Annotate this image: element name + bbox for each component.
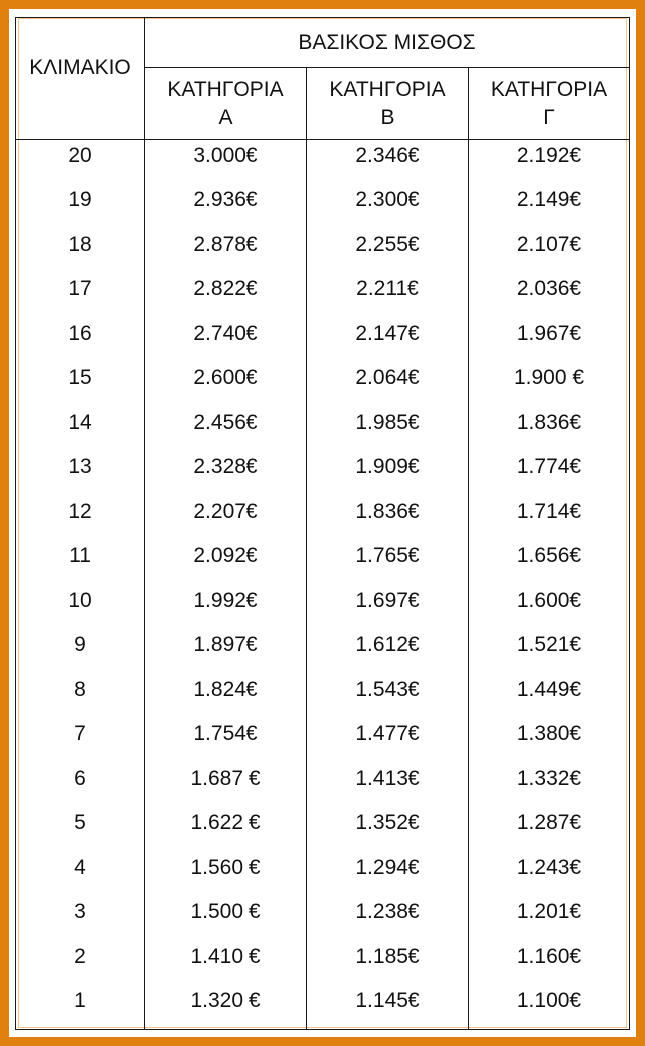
table-header: [16, 18, 630, 140]
category-c-cell: 1.287€: [469, 807, 630, 852]
salary-table: [15, 17, 630, 1030]
table-row: [16, 229, 630, 274]
category-b-cell: 1.477€: [307, 718, 469, 763]
category-c-cell: 1.714€: [469, 496, 630, 541]
category-b-cell: 1.352€: [307, 807, 469, 852]
category-a-cell: 2.456€: [145, 407, 307, 452]
table-row: [16, 496, 630, 541]
category-c-cell: 1.600€: [469, 585, 630, 630]
category-a-cell: 1.992€: [145, 585, 307, 630]
category-a-cell: 3.000€: [145, 140, 307, 185]
category-b-cell: 2.346€: [307, 140, 469, 185]
step-cell: 9: [16, 629, 145, 674]
category-b-cell: 1.185€: [307, 941, 469, 986]
step-cell: 3: [16, 896, 145, 941]
category-b-cell: 2.255€: [307, 229, 469, 274]
category-a-cell: 2.936€: [145, 184, 307, 229]
step-cell: 11: [16, 540, 145, 585]
category-c-cell: 1.967€: [469, 318, 630, 363]
category-c-cell: 1.201€: [469, 896, 630, 941]
category-b-cell: 2.211€: [307, 273, 469, 318]
category-b-cell: 1.294€: [307, 852, 469, 897]
category-a-cell: 1.320 €: [145, 985, 307, 1030]
category-b-cell: 1.238€: [307, 896, 469, 941]
table-row: [16, 273, 630, 318]
category-c-cell: 1.656€: [469, 540, 630, 585]
category-c-cell: 1.449€: [469, 674, 630, 719]
step-cell: 19: [16, 184, 145, 229]
category-b-cell: 1.413€: [307, 763, 469, 808]
table-row: [16, 629, 630, 674]
step-cell: 15: [16, 362, 145, 407]
category-b-cell: 2.064€: [307, 362, 469, 407]
category-a-header-line2: Α: [218, 105, 233, 129]
category-a-cell: 1.897€: [145, 629, 307, 674]
category-a-header-line1: ΚΑΤΗΓΟΡΙΑ: [167, 77, 284, 101]
step-cell: 4: [16, 852, 145, 897]
category-b-cell: 1.612€: [307, 629, 469, 674]
category-a-cell: 2.207€: [145, 496, 307, 541]
step-cell: 18: [16, 229, 145, 274]
category-c-cell: 1.900 €: [469, 362, 630, 407]
table-row: [16, 718, 630, 763]
category-a-header: [145, 68, 307, 140]
table-row: [16, 896, 630, 941]
category-a-cell: 2.878€: [145, 229, 307, 274]
category-a-cell: 1.500 €: [145, 896, 307, 941]
category-b-cell: 1.985€: [307, 407, 469, 452]
category-c-cell: 2.149€: [469, 184, 630, 229]
category-c-cell: 1.836€: [469, 407, 630, 452]
basic-salary-header: ΒΑΣΙΚΟΣ ΜΙΣΘΟΣ: [145, 18, 630, 68]
table-row: [16, 763, 630, 808]
category-a-cell: 1.824€: [145, 674, 307, 719]
category-b-header-line2: Β: [380, 105, 395, 129]
category-c-cell: 2.107€: [469, 229, 630, 274]
step-cell: 20: [16, 140, 145, 185]
category-b-cell: 1.697€: [307, 585, 469, 630]
table-row: [16, 941, 630, 986]
category-c-cell: 2.036€: [469, 273, 630, 318]
category-b-cell: 1.765€: [307, 540, 469, 585]
table-row: [16, 852, 630, 897]
category-b-cell: 1.909€: [307, 451, 469, 496]
step-cell: 12: [16, 496, 145, 541]
category-c-cell: 1.243€: [469, 852, 630, 897]
category-c-cell: 1.380€: [469, 718, 630, 763]
category-b-cell: 1.543€: [307, 674, 469, 719]
category-b-header: [307, 68, 469, 140]
table-row: [16, 318, 630, 363]
category-b-header-line1: ΚΑΤΗΓΟΡΙΑ: [329, 77, 446, 101]
category-a-cell: 1.560 €: [145, 852, 307, 897]
category-a-cell: 1.754€: [145, 718, 307, 763]
step-cell: 5: [16, 807, 145, 852]
step-column-header: ΚΛΙΜΑΚΙΟ: [16, 18, 145, 140]
table-row: [16, 585, 630, 630]
category-b-cell: 2.300€: [307, 184, 469, 229]
category-a-cell: 1.410 €: [145, 941, 307, 986]
table-row: [16, 184, 630, 229]
category-c-header: [469, 68, 630, 140]
step-cell: 17: [16, 273, 145, 318]
category-b-cell: 1.145€: [307, 985, 469, 1030]
category-c-cell: 1.521€: [469, 629, 630, 674]
step-cell: 2: [16, 941, 145, 986]
step-cell: 13: [16, 451, 145, 496]
table-row: [16, 674, 630, 719]
category-c-cell: 1.100€: [469, 985, 630, 1030]
step-cell: 10: [16, 585, 145, 630]
table-body: [16, 140, 630, 1030]
category-c-cell: 1.332€: [469, 763, 630, 808]
category-a-cell: 2.092€: [145, 540, 307, 585]
category-a-cell: 2.740€: [145, 318, 307, 363]
category-a-cell: 1.687 €: [145, 763, 307, 808]
category-a-cell: 2.328€: [145, 451, 307, 496]
category-c-header-line2: Γ: [543, 105, 555, 129]
step-cell: 14: [16, 407, 145, 452]
category-a-cell: 1.622 €: [145, 807, 307, 852]
table-row: [16, 807, 630, 852]
table-row: [16, 451, 630, 496]
step-cell: 1: [16, 985, 145, 1030]
category-c-header-line1: ΚΑΤΗΓΟΡΙΑ: [490, 77, 608, 101]
table-row: [16, 540, 630, 585]
category-c-cell: 1.160€: [469, 941, 630, 986]
table-row: [16, 985, 630, 1030]
step-cell: 6: [16, 763, 145, 808]
table-row: [16, 140, 630, 185]
step-cell: 8: [16, 674, 145, 719]
category-b-cell: 1.836€: [307, 496, 469, 541]
category-b-cell: 2.147€: [307, 318, 469, 363]
category-a-cell: 2.600€: [145, 362, 307, 407]
category-c-cell: 1.774€: [469, 451, 630, 496]
category-a-cell: 2.822€: [145, 273, 307, 318]
step-cell: 16: [16, 318, 145, 363]
table-row: [16, 407, 630, 452]
table-row: [16, 362, 630, 407]
step-cell: 7: [16, 718, 145, 763]
category-c-cell: 2.192€: [469, 140, 630, 185]
